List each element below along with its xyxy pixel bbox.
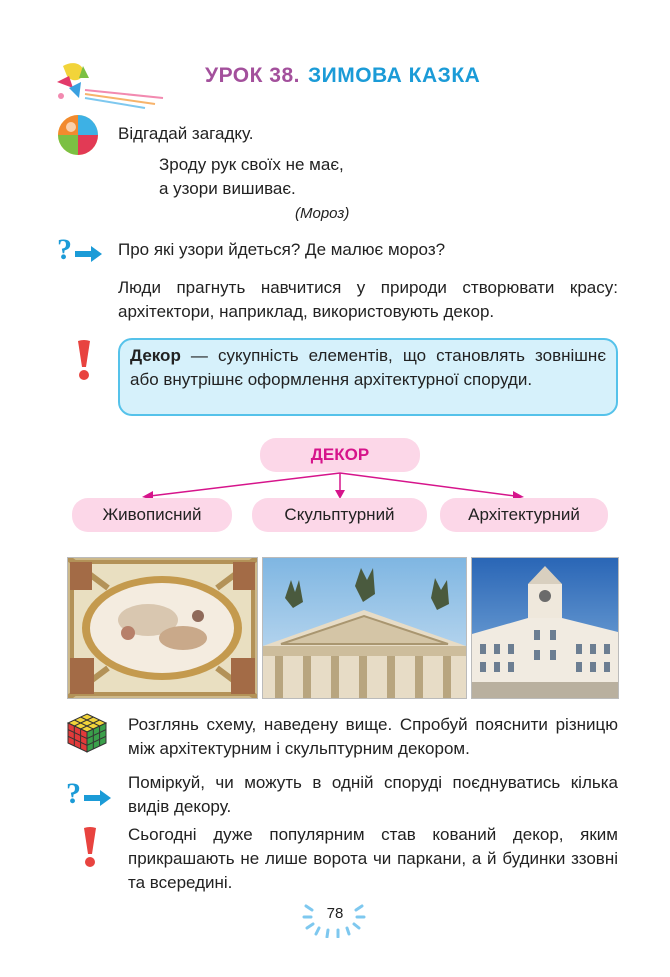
task-1: Розглянь схему, наведену вище. Спробуй пояснити різницю між архітектурним і скульптурним декором. [128,715,618,758]
rubik-cube-icon [66,712,108,754]
lesson-title: ЗИМОВА КАЗКА [307,64,481,87]
svg-text:?: ? [57,233,72,266]
scheme-branch-architecture: Архітектурний [440,498,608,532]
svg-text:?: ? [66,777,81,810]
definition-term: Декор [130,346,181,365]
scheme-root: ДЕКОР [260,438,420,472]
header-decoration [55,60,165,110]
scheme-branch-painting: Живописний [72,498,232,532]
riddle-line-1: Зроду рук своїх не має, [159,155,344,174]
ball-icon [57,114,99,156]
building-photo [471,557,619,699]
question-arrow-icon [57,232,103,266]
scheme-branch-sculpture: Скульптурний [252,498,427,532]
riddle-answer: (Мороз) [295,205,350,222]
note-text: Сьогодні дуже популярним став кований декор, яким прикрашають не лише ворота чи паркани, а й будинки ззовні та всередині. [128,825,618,892]
riddle-instruction: Відгадай загадку. [118,124,254,143]
opera-facade-photo [262,557,467,699]
question-1: Про які узори йдеться? Де малює мороз? [118,240,446,259]
exclamation-icon [74,339,94,381]
definition-text [130,344,606,392]
definition-box [118,338,618,416]
ceiling-painting-photo [67,557,258,699]
question-arrow-icon-2 [66,776,112,810]
definition-body: — сукупність елементів, що становлять зовнішнє або внутрішнє оформлення архітектурної споруди. [130,346,606,389]
intro-text: Люди прагнуть навчитися у природи створювати красу: архітектори, наприклад, використовують декор. [118,278,618,321]
page-title [205,64,480,88]
lesson-label: УРОК 38. [205,64,300,87]
riddle-line-2: а узори вишиває. [159,179,296,198]
page-number: 78 [326,905,344,922]
exclamation-icon-2 [80,826,100,868]
task-2: Поміркуй, чи можуть в одній споруді поєднуватись кілька видів декору. [128,773,618,816]
